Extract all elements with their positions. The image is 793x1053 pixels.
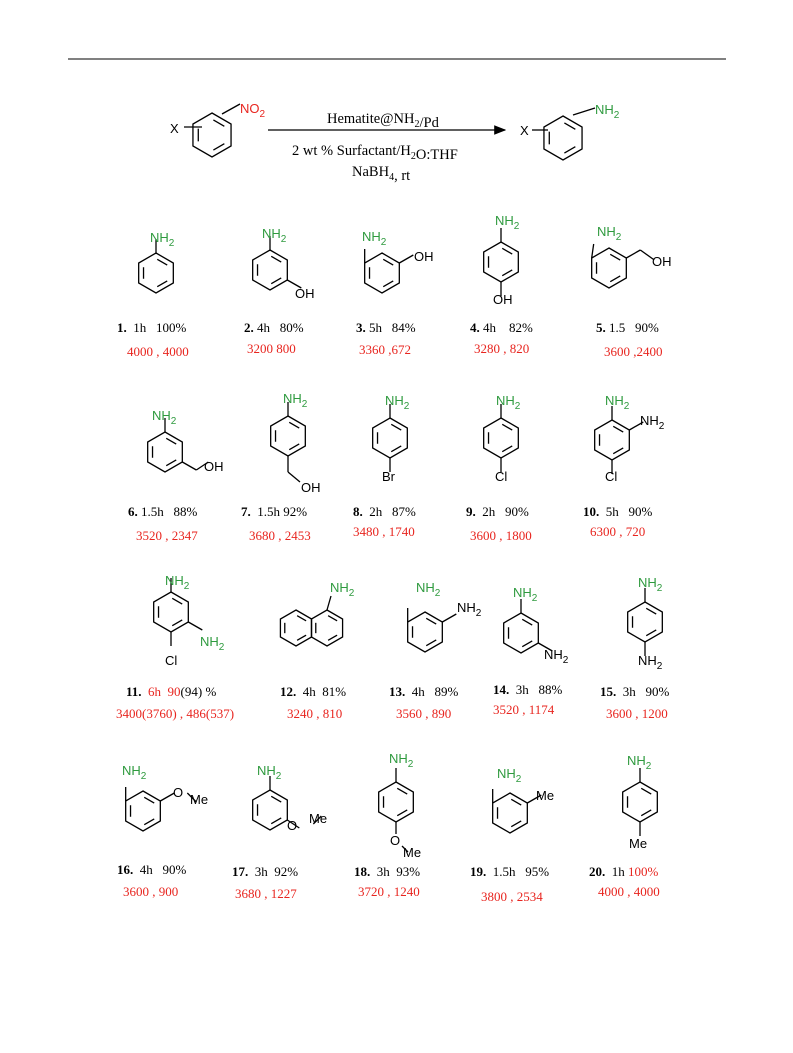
mol-8-nh2: $NH_2$ [385, 393, 410, 412]
mol-3-ring [365, 253, 400, 293]
mol-20-nh2: $NH_2$ [627, 753, 652, 772]
entry-5-tof: 3600 ,2400 [604, 344, 663, 359]
product-nh2-bond [573, 108, 595, 115]
mol-17-nh2: $NH_2$ [257, 763, 282, 782]
entry-11-caption: 11. 6h 90(94) % [126, 684, 217, 699]
mol-11-ring [154, 592, 189, 632]
entry-13-tof: 3560 , 890 [396, 706, 452, 721]
mol-16-ring [126, 791, 161, 831]
entry-2-caption: 2. 4h 80% [244, 320, 304, 335]
entry-12-caption: 12. 4h 81% [280, 684, 347, 699]
mol-17-o: O [287, 818, 298, 833]
entry-7-caption: 7. 1.5h 92% [241, 504, 308, 519]
entry-20-caption: 20. 1h 100% [589, 864, 659, 879]
mol-13-nh2b-bond [442, 614, 456, 622]
reactant-ring [193, 113, 231, 157]
entry-10-caption: 10. 5h 90% [583, 504, 653, 519]
mol-6-oh: OH [204, 459, 224, 474]
reactant-no2-bond [222, 104, 240, 114]
mol-9-nh2: $NH_2$ [496, 393, 521, 412]
mol-20-me: Me [629, 836, 648, 851]
entry-6-tof: 3520 , 2347 [136, 528, 198, 543]
entry-14-tof: 3520 , 1174 [493, 702, 555, 717]
entry-20-tof: 4000 , 4000 [598, 884, 660, 899]
entry-10-tof: 6300 , 720 [590, 524, 646, 539]
entry-7-tof: 3680 , 2453 [249, 528, 311, 543]
entry-19-caption: 19. 1.5h 95% [470, 864, 550, 879]
entry-16-caption: 16. 4h 90% [117, 862, 187, 877]
mol-5-bond [592, 244, 594, 258]
mol-1-nh2: $NH_2$ [150, 230, 175, 249]
reactant-benzene-ring [193, 113, 231, 157]
mol-8-ring [373, 418, 408, 458]
entry-1-caption: 1. 1h 100% [117, 320, 187, 335]
mol-19-nh2: $NH_2$ [497, 766, 522, 785]
mol-6-nh2: $NH_2$ [152, 408, 177, 427]
entry-13-caption: 13. 4h 89% [389, 684, 459, 699]
mol-7-ch2o-bond [288, 472, 300, 482]
conditions-line1: 2 wt % Surfactant/$H_2O:THF$ [292, 143, 458, 163]
mol-10-ring [595, 420, 630, 460]
mol-19-me: Me [536, 788, 555, 803]
mol-16-me: Me [190, 792, 209, 807]
mol-2-oh: OH [295, 286, 315, 301]
entry-12-tof: 3240 , 810 [287, 706, 343, 721]
mol-1-ring [139, 253, 174, 293]
conditions-line2: NaBH$_4$, rt [352, 164, 411, 184]
mol-15-nh2: $NH_2$ [638, 575, 663, 594]
mol-16-o: O [173, 785, 184, 800]
mol-2-ring [253, 250, 288, 290]
mol-12-ring-a [280, 610, 311, 646]
mol-7-ring [271, 416, 306, 456]
mol-3-oh: OH [414, 249, 434, 264]
entry-1-tof: 4000 , 4000 [127, 344, 189, 359]
reagent-label: $Hematite@NH_2/Pd$ [327, 111, 439, 131]
reaction-scheme [170, 101, 620, 184]
mol-11-cl: Cl [165, 653, 178, 668]
mol-7-nh2: $NH_2$ [283, 391, 308, 410]
mol-13-ring [408, 612, 443, 652]
mol-18-me: Me [403, 845, 422, 860]
reactant-no2-label: $NO_2$ [240, 101, 266, 120]
entry-2-tof: 3200 800 [247, 341, 296, 356]
mol-15-nh2b: $NH_2$ [638, 653, 663, 672]
reactant-x-label: X [170, 121, 179, 136]
mol-3-oh-bond [399, 255, 413, 263]
product-ring [544, 116, 582, 160]
mol-18-nh2: $NH_2$ [389, 751, 414, 770]
mol-17-ring [253, 790, 288, 830]
entry-3-caption: 3. 5h 84% [356, 320, 416, 335]
mol-11-nh2b-bond [188, 622, 202, 630]
mol-10-nh2: $NH_2$ [605, 393, 630, 412]
mol-13-nh2: $NH_2$ [416, 580, 441, 599]
mol-9-ring [484, 418, 519, 458]
entry-15-tof: 3600 , 1200 [606, 706, 668, 721]
entry-8-tof: 3480 , 1740 [353, 524, 415, 539]
mol-18-o: O [390, 833, 401, 848]
mol-14-nh2b: $NH_2$ [544, 647, 569, 666]
mol-10-cl: Cl [605, 469, 618, 484]
entry-15-caption: 15. 3h 90% [600, 684, 670, 699]
mol-4-nh2: $NH_2$ [495, 213, 520, 232]
mol-8-br: Br [382, 469, 395, 484]
mol-15-ring [628, 602, 663, 642]
mol-13-nh2b: $NH_2$ [457, 600, 482, 619]
mol-11-nh2: $NH_2$ [165, 573, 190, 592]
product-benzene-ring [544, 116, 582, 160]
entry-18-caption: 18. 3h 93% [354, 864, 421, 879]
mol-5-nh2: $NH_2$ [597, 224, 622, 243]
mol-3-nh2: $NH_2$ [362, 229, 387, 248]
mol-12-ring-b [311, 610, 342, 646]
mol-9-cl: Cl [495, 469, 508, 484]
entry-9-caption: 9. 2h 90% [466, 504, 529, 519]
product-x-label: X [520, 123, 529, 138]
mol-16-nh2: $NH_2$ [122, 763, 147, 782]
mol-5-ch2-bond [626, 250, 640, 258]
entry-5-caption: 5. 1.5 90% [596, 320, 659, 335]
mol-2-nh2: $NH_2$ [262, 226, 287, 245]
entry-8-caption: 8. 2h 87% [353, 504, 416, 519]
entry-9-tof: 3600 , 1800 [470, 528, 532, 543]
mol-6-ch2-bond [182, 462, 196, 470]
entry-4-tof: 3280 , 820 [474, 341, 530, 356]
entry-11-tof: 3400(3760) , 486(537) [116, 706, 235, 721]
mol-11-nh2b: $NH_2$ [200, 634, 225, 653]
mol-4-ring [484, 242, 519, 282]
entry-17-caption: 17. 3h 92% [232, 864, 299, 879]
product-nh2-label: $NH_2$ [595, 102, 620, 121]
entry-16-tof: 3600 , 900 [123, 884, 179, 899]
mol-12-bond [327, 596, 331, 610]
entry-17-tof: 3680 , 1227 [235, 886, 297, 901]
entry-3-tof: 3360 ,672 [359, 342, 411, 357]
mol-12-nh2: $NH_2$ [330, 580, 355, 599]
mol-4-oh: OH [493, 292, 513, 307]
mol-19-ring [493, 793, 528, 833]
mol-20-ring [623, 782, 658, 822]
entry-4-caption: 4. 4h 82% [470, 320, 533, 335]
mol-14-ring [504, 613, 539, 653]
entry-18-tof: 3720 , 1240 [358, 884, 420, 899]
entry-14-caption: 14. 3h 88% [493, 682, 563, 697]
mol-5-oh: OH [652, 254, 672, 269]
mol-6-ring [148, 432, 183, 472]
entry-19-tof: 3800 , 2534 [481, 889, 543, 904]
mol-14-nh2: $NH_2$ [513, 585, 538, 604]
mol-7-oh: OH [301, 480, 321, 495]
entry-6-caption: 6. 1.5h 88% [128, 504, 198, 519]
mol-5-ring [592, 248, 627, 288]
mol-17-me: Me [309, 811, 328, 826]
mol-18-ring [379, 782, 414, 822]
mol-10-nh2b: $NH_2$ [640, 413, 665, 432]
